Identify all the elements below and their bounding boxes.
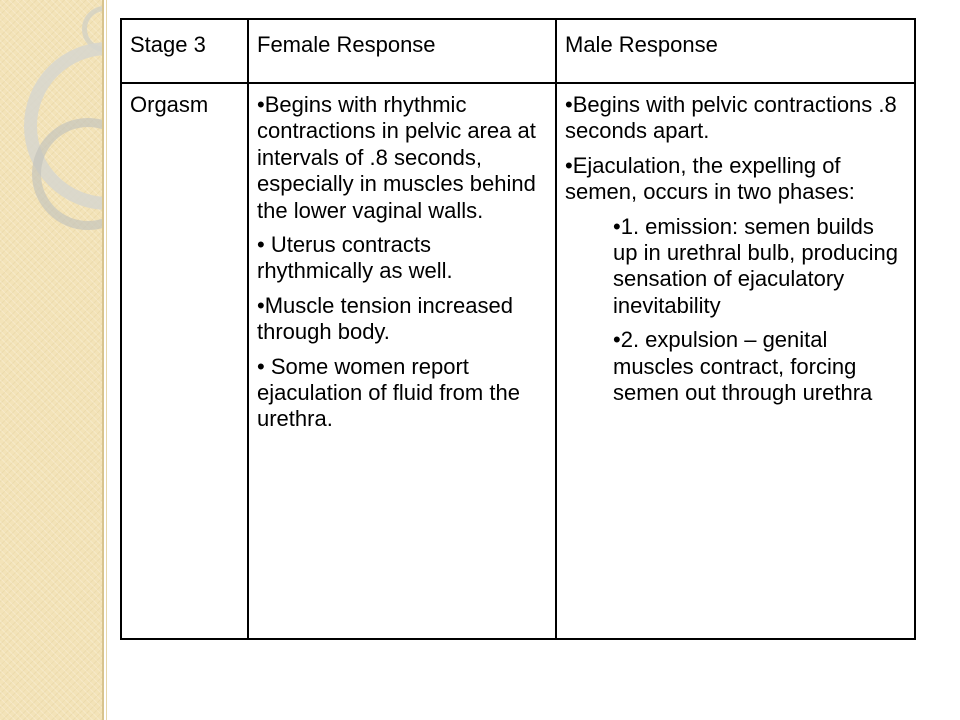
table-header-row: [121, 19, 915, 83]
response-table: [120, 18, 916, 640]
header-female-response: Female Response: [248, 19, 556, 83]
female-point: •Muscle tension increased through body.: [257, 292, 513, 345]
male-point: •Ejaculation, the expelling of semen, occurs in two phases:: [565, 152, 855, 205]
band-divider: [106, 0, 107, 720]
male-point: •Begins with pelvic contractions .8 seconds apart.: [565, 92, 897, 144]
male-subpoint: •2. expulsion – genital muscles contract, forcing semen out through urethra: [613, 327, 873, 405]
stage-label: Orgasm: [130, 92, 209, 117]
header-male-response: Male Response: [556, 19, 915, 83]
female-point: •Begins with rhythmic contractions in pelvic area at intervals of .8 seconds, especially in muscles behind the lower vaginal walls.: [257, 92, 536, 223]
female-response-cell: [248, 83, 556, 639]
decorative-side-band: [0, 0, 104, 720]
table-row: [121, 83, 915, 639]
male-response-cell: [556, 83, 915, 639]
response-table-wrapper: [120, 18, 914, 640]
stage-cell: [121, 83, 248, 639]
female-point: • Uterus contracts rhythmically as well.: [257, 231, 453, 284]
female-point: • Some women report ejaculation of fluid from the urethra.: [257, 353, 520, 432]
male-subpoint: •1. emission: semen builds up in urethral bulb, producing sensation of ejaculatory inevitability: [613, 213, 898, 318]
header-stage: Stage 3: [121, 19, 248, 83]
